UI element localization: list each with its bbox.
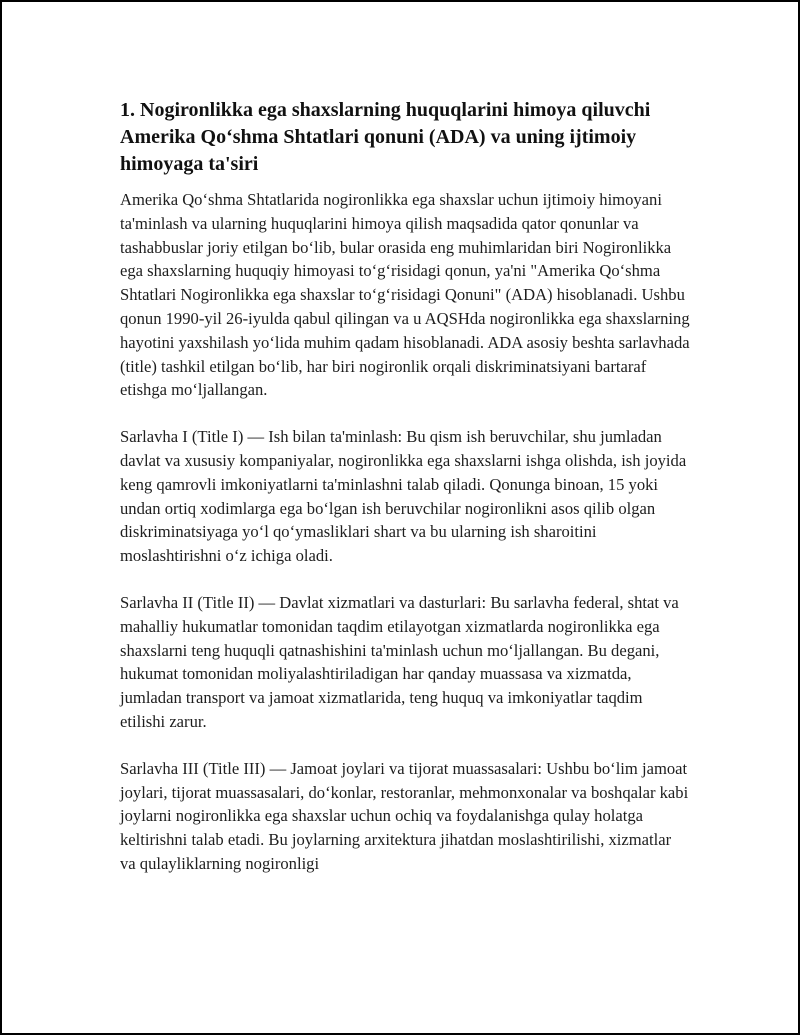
- paragraph-title-3: Sarlavha III (Title III) — Jamoat joylari va tijorat muassasalari: Ushbu bo‘lim jamoat joylari, tijorat muassasalari, do‘konlar, restoranlar, mehmonxonalar va boshqalar kabi joylarni nogironlikka ega shaxslar uchun ochiq va foydalanishga qulay holatga keltirishni talab etadi. Bu joylarning arxitektura jihatdan moslashtirilishi, xizmatlar va qulayliklarning nogironligi: [120, 758, 689, 873]
- paragraph-title-1: Sarlavha I (Title I) — Ish bilan ta'minlash: Bu qism ish beruvchilar, shu jumladan davlat va xususiy kompaniyalar, nogironlikka ega shaxslarni ishga olishda, ish joyida keng qamrovli imkoniyatlarni ta'minlashni talab qiladi. Qonunga binoan, 15 yoki undan ortiq xodimlarga ega bo‘lgan ish beruvchilar nogironlikni asos qilib olgan diskriminatsiyaga yo‘l qo‘ymasliklari shart va bu ularning ish sharoitini moslashtirishni o‘z ichiga oladi.: [120, 427, 687, 566]
- document-body: [120, 97, 690, 899]
- paragraph-title-2: Sarlavha II (Title II) — Davlat xizmatlari va dasturlari: Bu sarlavha federal, shtat va mahalliy hukumatlar tomonidan taqdim etilayotgan xizmatlarda nogironlikka ega shaxslarni teng huquqli qatnashishini ta'minlash uchun mo‘ljallangan. Bu degani, hukumat tomonidan moliyalashtiriladigan har qanday muassasa va xizmatda, jumladan transport va jamoat xizmatlarida, teng huquq va imkoniyatlar taqdim etilishi zarur.: [120, 592, 679, 731]
- section-heading: 1. Nogironlikka ega shaxslarning huquqlarini himoya qiluvchi Amerika Qo‘shma Shtatlari qonuni (ADA) va uning ijtimoiy himoyaga ta'siri: [120, 99, 651, 175]
- paragraph-intro: Amerika Qo‘shma Shtatlarida nogironlikka ega shaxslar uchun ijtimoiy himoyani ta'minlash va ularning huquqlarini himoya qilish maqsadida qator qonunlar va tashabbuslar joriy etilgan bo‘lib, bular orasida eng muhimlaridan biri Nogironlikka ega shaxslarning huquqiy himoyasi to‘g‘risidagi qonun, ya'ni "Amerika Qo‘shma Shtatlari Nogironlikka ega shaxslar to‘g‘risidagi Qonuni" (ADA) hisoblanadi. Ushbu qonun 1990-yil 26-iyulda qabul qilingan va u AQSHda nogironlikka ega shaxslarning hayotini yaxshilash yo‘lida muhim qadam hisoblanadi. ADA asosiy beshta sarlavhada (title) tashkil etilgan bo‘lib, har biri nogironlik orqali diskriminatsiyani bartaraf etishga mo‘ljallangan.: [120, 190, 690, 400]
